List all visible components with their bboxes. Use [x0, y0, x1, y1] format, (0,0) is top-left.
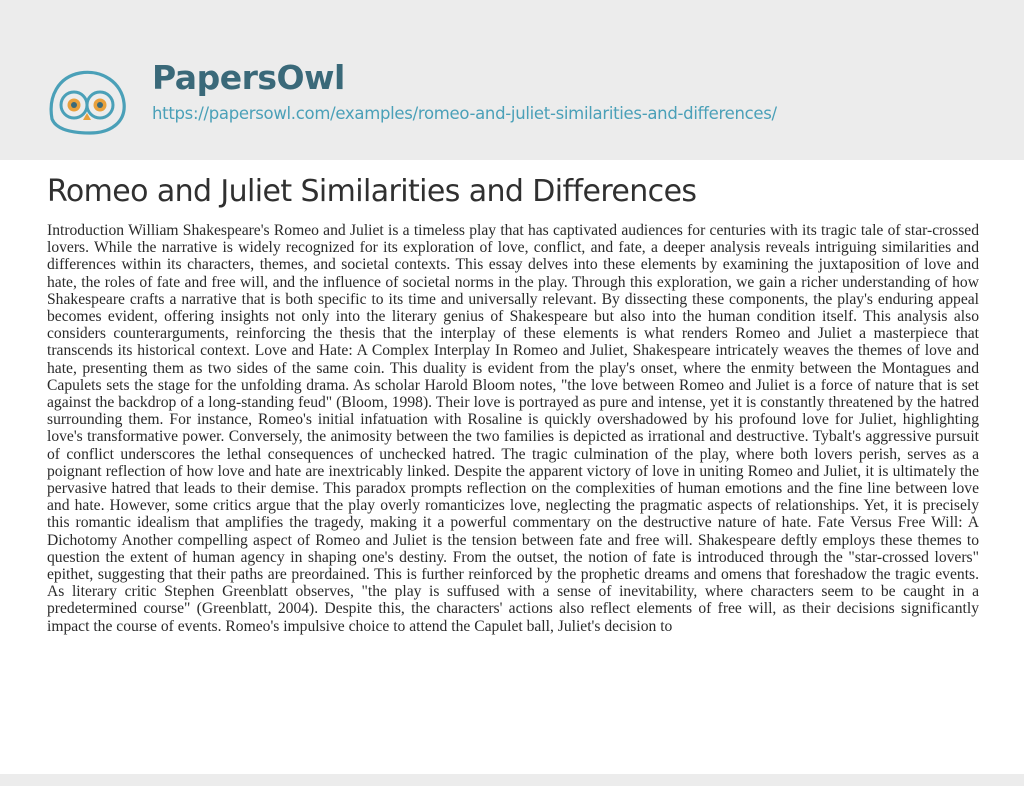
header-banner	[0, 0, 1024, 160]
footer-bar	[0, 774, 1024, 786]
source-url-link[interactable]: https://papersowl.com/examples/romeo-and-juliet-similarities-and-differences/	[152, 104, 777, 123]
owl-logo-icon	[44, 67, 128, 137]
brand-name[interactable]: PapersOwl	[152, 58, 345, 97]
essay-body: Introduction William Shakespeare's Romeo and Juliet is a timeless play that has captivated audiences for centuries with its tragic tale of star-crossed lovers. While the narrative is widely recognized for its exploration of love, conflict, and fate, a deeper analysis reveals intriguing similarities and differences within its characters, themes, and societal contexts. This essay delves into these elements by examining the juxtaposition of love and hate, the roles of fate and free will, and the influence of societal norms in the play. Through this exploration, we gain a richer understanding of how Shakespeare crafts a narrative that is both specific to its time and universally relevant. By dissecting these components, the play's enduring appeal becomes evident, offering insights not only into the literary genius of Shakespeare but also into the human condition itself. This analysis also considers counterarguments, reinforcing the thesis that the interplay of these elements is what renders Romeo and Juliet a masterpiece that transcends its historical context. Love and Hate: A Complex Interplay In Romeo and Juliet, Shakespeare intricately weaves the themes of love and hate, presenting them as two sides of the same coin. This duality is evident from the play's onset, where the enmity between the Montagues and Capulets sets the stage for the unfolding drama. As scholar Harold Bloom notes, "the love between Romeo and Juliet is a force of nature that is set against the backdrop of a long-standing feud" (Bloom, 1998). Their love is portrayed as pure and intense, yet it is constantly threatened by the hatred surrounding them. For instance, Romeo's initial infatuation with Rosaline is quickly overshadowed by his profound love for Juliet, highlighting love's transformative power. Conversely, the animosity between the two families is depicted as irrational and destructive. Tybalt's aggressive pursuit of conflict underscores the lethal consequences of unchecked hatred. The tragic culmination of the play, where both lovers perish, serves as a poignant reflection of how love and hate are inextricably linked. Despite the apparent victory of love in uniting Romeo and Juliet, it is ultimately the pervasive hatred that leads to their demise. This paradox prompts reflection on the complexities of human emotions and the fine line between love and hate. However, some critics argue that the play overly romanticizes love, neglecting the pragmatic aspects of relationships. Yet, it is precisely this romantic idealism that amplifies the tragedy, making it a powerful commentary on the destructive nature of hate. Fate Versus Free Will: A Dichotomy Another compelling aspect of Romeo and Juliet is the tension between fate and free will. Shakespeare deftly employs these themes to question the extent of human agency in shaping one's destiny. From the outset, the notion of fate is introduced through the "star-crossed lovers" epithet, suggesting that their paths are preordained. This is further reinforced by the prophetic dreams and omens that foreshadow the tragic events. As literary critic Stephen Greenblatt observes, "the play is suffused with a sense of inevitability, where characters seem to be caught in a predetermined course" (Greenblatt, 2004). Despite this, the characters' actions also reflect elements of free will, as their decisions significantly impact the course of events. Romeo's impulsive choice to attend the Capulet ball, Juliet's decision to	[47, 222, 979, 635]
essay-title: Romeo and Juliet Similarities and Differences	[47, 174, 697, 209]
essay-content	[0, 160, 1024, 786]
